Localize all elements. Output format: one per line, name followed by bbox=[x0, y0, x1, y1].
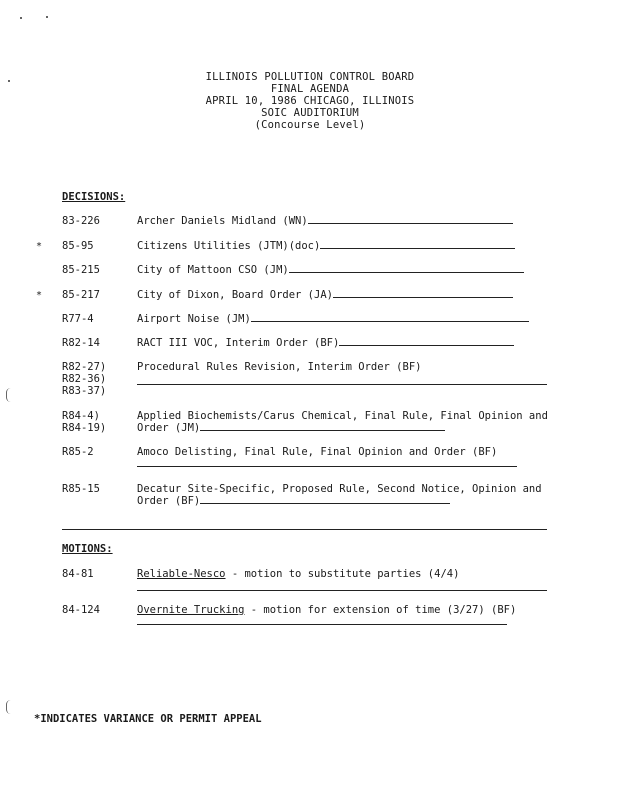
decision-description: Citizens Utilities (JTM)(doc) bbox=[137, 240, 321, 252]
decision-description: Archer Daniels Midland (WN) bbox=[137, 215, 308, 227]
decision-item bbox=[137, 289, 547, 301]
header-venue: SOIC AUDITORIUM bbox=[261, 107, 359, 119]
decision-description: City of Dixon, Board Order (JA) bbox=[137, 289, 333, 301]
decision-item bbox=[137, 410, 557, 434]
scan-blot bbox=[6, 700, 15, 714]
decision-item bbox=[137, 264, 547, 276]
blank-line bbox=[308, 223, 513, 224]
blank-line bbox=[137, 624, 507, 625]
blank-line bbox=[251, 321, 529, 322]
motion-item bbox=[137, 604, 542, 628]
decision-description: Procedural Rules Revision, Interim Order (BF) bbox=[137, 361, 422, 373]
decision-number: R84-4) R84-19) bbox=[62, 410, 107, 434]
motion-party: Reliable-Nesco bbox=[137, 568, 226, 580]
decision-description: Decatur Site-Specific, Proposed Rule, Second Notice, Opinion and Order (BF) bbox=[137, 483, 542, 507]
motion-number: 84-124 bbox=[62, 604, 100, 616]
decision-number: R82-27) R82-36) R83-37) bbox=[62, 361, 107, 397]
header-date-location: APRIL 10, 1986 CHICAGO, ILLINOIS bbox=[205, 95, 415, 107]
footer-note: *INDICATES VARIANCE OR PERMIT APPEAL bbox=[34, 713, 262, 725]
decision-item bbox=[137, 313, 547, 325]
decision-number: 85-215 bbox=[62, 264, 100, 276]
decision-number: R85-15 bbox=[62, 483, 100, 495]
motion-number: 84-81 bbox=[62, 568, 94, 580]
blank-line bbox=[320, 248, 515, 249]
decision-description: City of Mattoon CSO (JM) bbox=[137, 264, 289, 276]
decision-number: 83-226 bbox=[62, 215, 100, 227]
decision-description: RACT III VOC, Interim Order (BF) bbox=[137, 337, 340, 349]
decision-item bbox=[137, 446, 557, 470]
decision-description: Airport Noise (JM) bbox=[137, 313, 251, 325]
motion-description: - motion to substitute parties (4/4) bbox=[225, 568, 460, 580]
decision-number: R77-4 bbox=[62, 313, 94, 325]
decision-item bbox=[137, 337, 547, 349]
scan-speck bbox=[20, 17, 22, 19]
section-divider-line bbox=[62, 529, 547, 530]
scan-blot bbox=[6, 388, 15, 402]
variance-marker: * bbox=[36, 241, 43, 252]
header-subtitle: FINAL AGENDA bbox=[270, 83, 350, 95]
blank-line bbox=[200, 503, 450, 504]
header-venue-level: (Concourse Level) bbox=[254, 119, 366, 131]
blank-line bbox=[333, 297, 513, 298]
header-title: ILLINOIS POLLUTION CONTROL BOARD bbox=[205, 71, 415, 83]
scan-speck bbox=[8, 80, 10, 82]
decision-item bbox=[137, 240, 547, 252]
decision-description: Applied Biochemists/Carus Chemical, Final Rule, Final Opinion and Order (JM) bbox=[137, 410, 548, 434]
decision-item bbox=[137, 483, 557, 507]
motion-description: - motion for extension of time (3/27) (BF) bbox=[244, 604, 517, 616]
blank-line bbox=[137, 590, 547, 591]
blank-line bbox=[137, 466, 517, 467]
decision-item bbox=[137, 215, 547, 227]
decision-number: 85-217 bbox=[62, 289, 100, 301]
blank-line bbox=[339, 345, 514, 346]
blank-line bbox=[200, 430, 445, 431]
blank-line bbox=[137, 384, 547, 385]
decisions-heading: DECISIONS: bbox=[62, 191, 126, 203]
motion-party: Overnite Trucking bbox=[137, 604, 245, 616]
decision-number: 85-95 bbox=[62, 240, 94, 252]
decision-description: Amoco Delisting, Final Rule, Final Opinion and Order (BF) bbox=[137, 446, 498, 458]
variance-marker: * bbox=[36, 290, 43, 301]
decision-number: R85-2 bbox=[62, 446, 94, 458]
scan-speck bbox=[46, 16, 48, 18]
motion-item bbox=[137, 568, 547, 580]
motions-heading: MOTIONS: bbox=[62, 543, 113, 555]
blank-line bbox=[289, 272, 524, 273]
decision-number: R82-14 bbox=[62, 337, 100, 349]
